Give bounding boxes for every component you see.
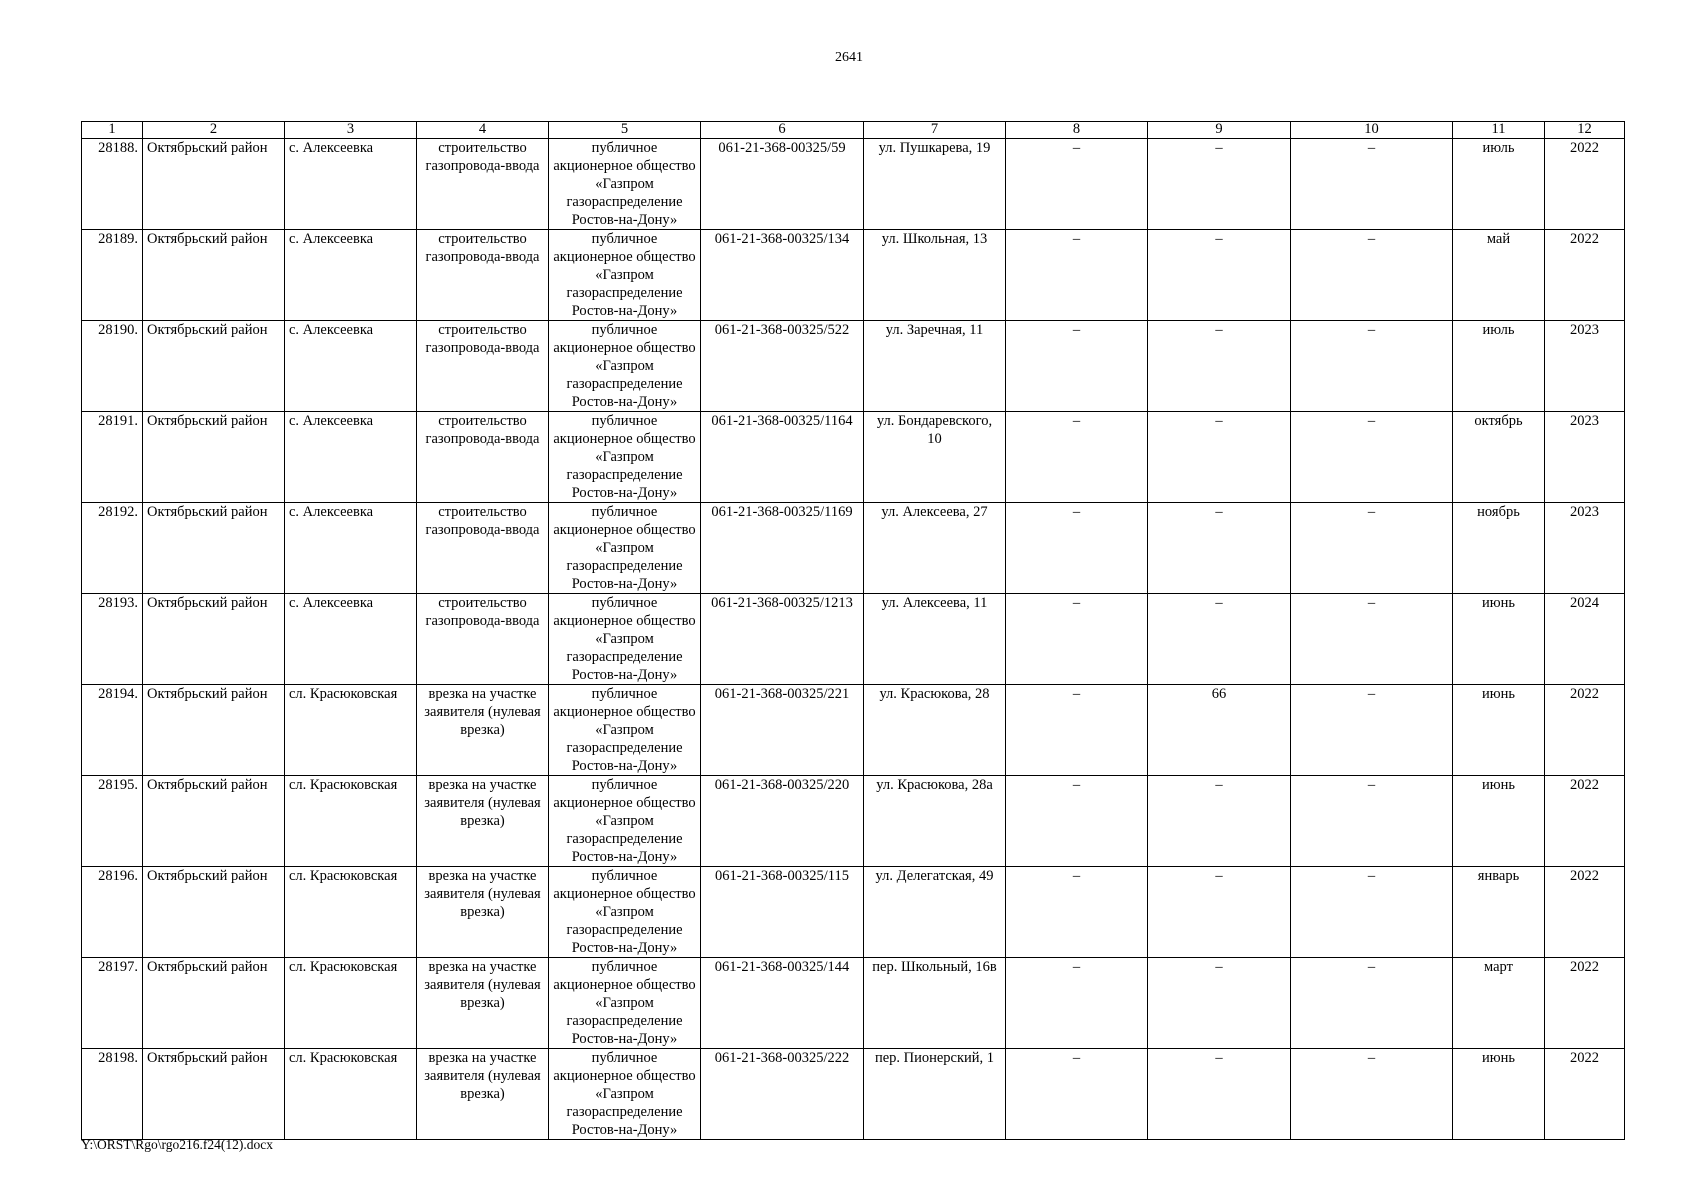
cell-col-8-value: – <box>1006 594 1148 685</box>
cell-district: Октябрьский район <box>143 594 285 685</box>
cell-col-9-value: – <box>1148 776 1291 867</box>
cell-district: Октябрьский район <box>143 321 285 412</box>
column-header-2: 2 <box>143 122 285 139</box>
cell-year: 2022 <box>1545 867 1625 958</box>
cell-settlement: с. Алексеевка <box>285 139 417 230</box>
cell-col-10-value: – <box>1291 321 1453 412</box>
cell-organization: публичное акционерное общество «Газпром газораспределение Ростов-на-Дону» <box>549 867 701 958</box>
cell-address: ул. Пушкарева, 19 <box>864 139 1006 230</box>
column-header-1: 1 <box>82 122 143 139</box>
cell-month: июнь <box>1453 594 1545 685</box>
cell-settlement: сл. Красюковская <box>285 958 417 1049</box>
cell-district: Октябрьский район <box>143 230 285 321</box>
column-header-4: 4 <box>417 122 549 139</box>
cell-tech-conditions-number: 061-21-368-00325/134 <box>701 230 864 321</box>
cell-col-8-value: – <box>1006 776 1148 867</box>
cell-col-10-value: – <box>1291 594 1453 685</box>
cell-work-type: строительство газопровода-ввода <box>417 503 549 594</box>
table-header-row <box>82 122 1625 139</box>
cell-work-type: строительство газопровода-ввода <box>417 230 549 321</box>
cell-organization: публичное акционерное общество «Газпром газораспределение Ростов-на-Дону» <box>549 503 701 594</box>
column-header-9: 9 <box>1148 122 1291 139</box>
column-header-10: 10 <box>1291 122 1453 139</box>
table-row <box>82 685 1625 776</box>
cell-entry-number: 28197. <box>82 958 143 1049</box>
cell-address: ул. Заречная, 11 <box>864 321 1006 412</box>
cell-col-8-value: – <box>1006 412 1148 503</box>
cell-col-9-value: – <box>1148 503 1291 594</box>
table-row <box>82 594 1625 685</box>
cell-organization: публичное акционерное общество «Газпром газораспределение Ростов-на-Дону» <box>549 958 701 1049</box>
cell-settlement: сл. Красюковская <box>285 776 417 867</box>
cell-address: ул. Алексеева, 27 <box>864 503 1006 594</box>
cell-address: ул. Красюкова, 28а <box>864 776 1006 867</box>
column-header-5: 5 <box>549 122 701 139</box>
cell-col-9-value: – <box>1148 321 1291 412</box>
cell-entry-number: 28195. <box>82 776 143 867</box>
cell-col-10-value: – <box>1291 1049 1453 1140</box>
cell-settlement: с. Алексеевка <box>285 230 417 321</box>
cell-entry-number: 28191. <box>82 412 143 503</box>
cell-work-type: врезка на участке заявителя (нулевая врезка) <box>417 958 549 1049</box>
cell-tech-conditions-number: 061-21-368-00325/115 <box>701 867 864 958</box>
cell-organization: публичное акционерное общество «Газпром газораспределение Ростов-на-Дону» <box>549 230 701 321</box>
cell-col-10-value: – <box>1291 503 1453 594</box>
cell-district: Октябрьский район <box>143 867 285 958</box>
cell-organization: публичное акционерное общество «Газпром газораспределение Ростов-на-Дону» <box>549 685 701 776</box>
cell-tech-conditions-number: 061-21-368-00325/59 <box>701 139 864 230</box>
cell-settlement: с. Алексеевка <box>285 594 417 685</box>
cell-month: июль <box>1453 139 1545 230</box>
cell-district: Октябрьский район <box>143 958 285 1049</box>
cell-col-10-value: – <box>1291 139 1453 230</box>
cell-district: Октябрьский район <box>143 139 285 230</box>
cell-col-10-value: – <box>1291 230 1453 321</box>
cell-work-type: врезка на участке заявителя (нулевая врезка) <box>417 1049 549 1140</box>
cell-col-8-value: – <box>1006 958 1148 1049</box>
cell-organization: публичное акционерное общество «Газпром газораспределение Ростов-на-Дону» <box>549 321 701 412</box>
cell-year: 2023 <box>1545 321 1625 412</box>
cell-tech-conditions-number: 061-21-368-00325/220 <box>701 776 864 867</box>
table-row <box>82 503 1625 594</box>
cell-month: июнь <box>1453 685 1545 776</box>
cell-year: 2022 <box>1545 685 1625 776</box>
cell-work-type: строительство газопровода-ввода <box>417 412 549 503</box>
cell-col-9-value: – <box>1148 958 1291 1049</box>
cell-work-type: врезка на участке заявителя (нулевая врезка) <box>417 685 549 776</box>
table-body <box>82 139 1625 1140</box>
table-row <box>82 230 1625 321</box>
cell-organization: публичное акционерное общество «Газпром газораспределение Ростов-на-Дону» <box>549 139 701 230</box>
cell-entry-number: 28194. <box>82 685 143 776</box>
cell-col-8-value: – <box>1006 685 1148 776</box>
cell-address: ул. Красюкова, 28 <box>864 685 1006 776</box>
cell-district: Октябрьский район <box>143 685 285 776</box>
cell-year: 2022 <box>1545 230 1625 321</box>
cell-year: 2024 <box>1545 594 1625 685</box>
cell-organization: публичное акционерное общество «Газпром газораспределение Ростов-на-Дону» <box>549 594 701 685</box>
cell-organization: публичное акционерное общество «Газпром газораспределение Ростов-на-Дону» <box>549 776 701 867</box>
cell-entry-number: 28188. <box>82 139 143 230</box>
cell-month: июль <box>1453 321 1545 412</box>
cell-col-8-value: – <box>1006 1049 1148 1140</box>
cell-col-10-value: – <box>1291 867 1453 958</box>
cell-address: ул. Делегатская, 49 <box>864 867 1006 958</box>
cell-district: Октябрьский район <box>143 412 285 503</box>
column-header-8: 8 <box>1006 122 1148 139</box>
cell-entry-number: 28196. <box>82 867 143 958</box>
cell-address: пер. Пионерский, 1 <box>864 1049 1006 1140</box>
cell-address: ул. Бондаревского, 10 <box>864 412 1006 503</box>
cell-address: пер. Школьный, 16в <box>864 958 1006 1049</box>
cell-col-9-value: – <box>1148 594 1291 685</box>
cell-month: июнь <box>1453 776 1545 867</box>
cell-settlement: с. Алексеевка <box>285 321 417 412</box>
cell-month: октябрь <box>1453 412 1545 503</box>
cell-work-type: строительство газопровода-ввода <box>417 139 549 230</box>
cell-year: 2022 <box>1545 776 1625 867</box>
cell-col-8-value: – <box>1006 230 1148 321</box>
cell-col-9-value: – <box>1148 412 1291 503</box>
column-header-3: 3 <box>285 122 417 139</box>
cell-year: 2022 <box>1545 958 1625 1049</box>
cell-month: январь <box>1453 867 1545 958</box>
cell-tech-conditions-number: 061-21-368-00325/1213 <box>701 594 864 685</box>
column-header-6: 6 <box>701 122 864 139</box>
cell-district: Октябрьский район <box>143 503 285 594</box>
footer-file-path: Y:\ORST\Rgo\rgo216.f24(12).docx <box>81 1137 274 1152</box>
cell-settlement: сл. Красюковская <box>285 1049 417 1140</box>
column-header-7: 7 <box>864 122 1006 139</box>
cell-work-type: строительство газопровода-ввода <box>417 594 549 685</box>
cell-month: июнь <box>1453 1049 1545 1140</box>
cell-settlement: с. Алексеевка <box>285 503 417 594</box>
page-number: 2641 <box>835 50 863 65</box>
column-header-12: 12 <box>1545 122 1625 139</box>
cell-entry-number: 28193. <box>82 594 143 685</box>
table-row <box>82 139 1625 230</box>
cell-tech-conditions-number: 061-21-368-00325/221 <box>701 685 864 776</box>
cell-col-9-value: 66 <box>1148 685 1291 776</box>
cell-col-9-value: – <box>1148 139 1291 230</box>
cell-col-9-value: – <box>1148 230 1291 321</box>
cell-district: Октябрьский район <box>143 776 285 867</box>
table-row <box>82 958 1625 1049</box>
cell-col-8-value: – <box>1006 321 1148 412</box>
table-row <box>82 867 1625 958</box>
table-row <box>82 321 1625 412</box>
document-table <box>81 121 1625 1140</box>
cell-entry-number: 28192. <box>82 503 143 594</box>
cell-col-10-value: – <box>1291 776 1453 867</box>
table-row <box>82 776 1625 867</box>
table-row <box>82 1049 1625 1140</box>
cell-year: 2023 <box>1545 503 1625 594</box>
table-row <box>82 412 1625 503</box>
cell-col-9-value: – <box>1148 867 1291 958</box>
cell-address: ул. Алексеева, 11 <box>864 594 1006 685</box>
cell-entry-number: 28190. <box>82 321 143 412</box>
cell-year: 2022 <box>1545 139 1625 230</box>
cell-organization: публичное акционерное общество «Газпром газораспределение Ростов-на-Дону» <box>549 412 701 503</box>
cell-year: 2023 <box>1545 412 1625 503</box>
cell-col-10-value: – <box>1291 685 1453 776</box>
cell-district: Октябрьский район <box>143 1049 285 1140</box>
cell-settlement: сл. Красюковская <box>285 685 417 776</box>
cell-settlement: с. Алексеевка <box>285 412 417 503</box>
cell-work-type: врезка на участке заявителя (нулевая врезка) <box>417 776 549 867</box>
cell-month: ноябрь <box>1453 503 1545 594</box>
cell-entry-number: 28198. <box>82 1049 143 1140</box>
cell-work-type: строительство газопровода-ввода <box>417 321 549 412</box>
cell-col-10-value: – <box>1291 958 1453 1049</box>
cell-col-10-value: – <box>1291 412 1453 503</box>
cell-tech-conditions-number: 061-21-368-00325/222 <box>701 1049 864 1140</box>
cell-entry-number: 28189. <box>82 230 143 321</box>
cell-tech-conditions-number: 061-21-368-00325/1164 <box>701 412 864 503</box>
cell-tech-conditions-number: 061-21-368-00325/144 <box>701 958 864 1049</box>
cell-month: март <box>1453 958 1545 1049</box>
cell-col-8-value: – <box>1006 867 1148 958</box>
cell-organization: публичное акционерное общество «Газпром газораспределение Ростов-на-Дону» <box>549 1049 701 1140</box>
cell-tech-conditions-number: 061-21-368-00325/522 <box>701 321 864 412</box>
cell-tech-conditions-number: 061-21-368-00325/1169 <box>701 503 864 594</box>
cell-address: ул. Школьная, 13 <box>864 230 1006 321</box>
cell-settlement: сл. Красюковская <box>285 867 417 958</box>
column-header-11: 11 <box>1453 122 1545 139</box>
cell-col-8-value: – <box>1006 139 1148 230</box>
cell-year: 2022 <box>1545 1049 1625 1140</box>
cell-work-type: врезка на участке заявителя (нулевая врезка) <box>417 867 549 958</box>
cell-col-8-value: – <box>1006 503 1148 594</box>
cell-month: май <box>1453 230 1545 321</box>
cell-col-9-value: – <box>1148 1049 1291 1140</box>
